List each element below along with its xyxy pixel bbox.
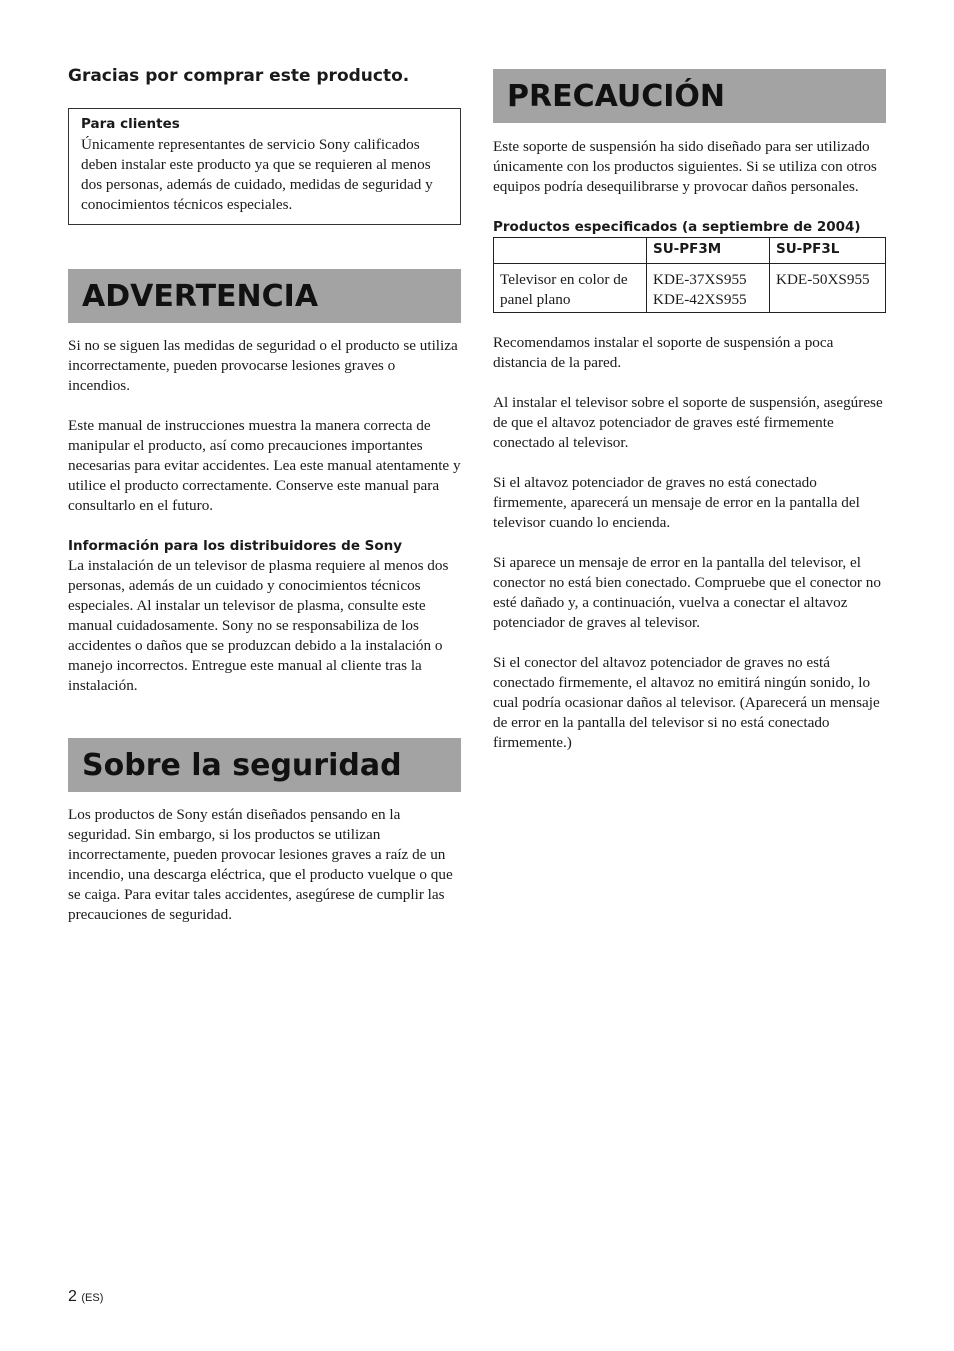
precaucion-paragraph-2: Recomendamos instalar el soporte de suspensión a poca distancia de la pared.	[493, 334, 834, 371]
table-row	[494, 264, 886, 313]
table-header-empty	[494, 238, 647, 264]
advertencia-heading: ADVERTENCIA	[82, 278, 319, 314]
table-cell-su-pf3m	[647, 264, 770, 313]
advertencia-banner	[68, 269, 461, 323]
seguridad-banner	[68, 738, 461, 792]
precaucion-paragraph-4: Si el altavoz potenciador de graves no está conectado firmemente, aparecerá un mensaje de error en la pantalla del televisor cuando lo encienda.	[493, 474, 860, 531]
distributor-info-text: La instalación de un televisor de plasma requiere al menos dos personas, además de un cuidado y conocimientos técnicos especiales. Al instalar un televisor de plasma, consulte este manual cuidadosamente. Sony no se responsabiliza de los accidentes o daños que se produzcan debido a la instalación o manejo incorrectos. Entregue este manual al cliente tras la instalación.	[68, 557, 449, 694]
advertencia-paragraph-1: Si no se siguen las medidas de seguridad o el producto se utiliza incorrectamente, pueden provocarse lesiones graves o incendios.	[68, 337, 458, 394]
precaucion-paragraph-6: Si el conector del altavoz potenciador de graves no está conectado firmemente, el altavoz no emitirá ningún sonido, lo cual podría ocasionar daños al televisor. (Aparecerá un mensaje de error en la pantalla del televisor si no está conectado firmemente.)	[493, 654, 880, 751]
table-header-su-pf3l: SU-PF3L	[770, 238, 886, 264]
left-column	[68, 64, 461, 945]
precaucion-heading: PRECAUCIÓN	[507, 78, 726, 114]
seguridad-heading: Sobre la seguridad	[82, 747, 402, 783]
page-number-value: 2	[68, 1288, 77, 1305]
table-header-row	[494, 238, 886, 264]
page-language: (ES)	[81, 1292, 104, 1304]
table-cell-su-pf3l: KDE-50XS955	[770, 264, 886, 313]
precaucion-paragraph-3: Al instalar el televisor sobre el soporte de suspensión, asegúrese de que el altavoz potenciador de graves esté firmemente conectado al televisor.	[493, 394, 883, 451]
distributor-info-title: Información para los distribuidores de Sony	[68, 538, 403, 554]
product-table	[493, 237, 886, 313]
intro-title: Gracias por comprar este producto.	[68, 66, 410, 86]
customer-notice-title: Para clientes	[81, 116, 180, 132]
customer-notice-text: Únicamente representantes de servicio Sony calificados deben instalar este producto ya que se requieren al menos dos personas, además de cuidado, medidas de seguridad y conocimientos técnicos especiales.	[81, 136, 433, 213]
model-kde-42: KDE-42XS955	[653, 291, 747, 308]
precaucion-banner	[493, 69, 886, 123]
product-table-title: Productos especificados (a septiembre de 2004)	[493, 219, 861, 235]
model-kde-37: KDE-37XS955	[653, 271, 747, 288]
precaucion-paragraph-5: Si aparece un mensaje de error en la pantalla del televisor, el conector no está bien conectado. Compruebe que el conector no esté dañado y, a continuación, vuelva a conectar el altavoz potenciador de graves al televisor.	[493, 554, 881, 631]
page-number	[68, 1288, 103, 1306]
right-column	[493, 69, 886, 773]
seguridad-paragraph: Los productos de Sony están diseñados pensando en la seguridad. Sin embargo, si los productos se utilizan incorrectamente, pueden provocar lesiones graves a raíz de un incendio, una descarga eléctrica, que el producto vuelque o que se caiga. Para evitar tales accidentes, asegúrese de cumplir las precauciones de seguridad.	[68, 806, 453, 923]
precaucion-paragraph-1: Este soporte de suspensión ha sido diseñado para ser utilizado únicamente con los productos siguientes. Si se utiliza con otros equipos podría desequilibrarse y provocar daños personales.	[493, 138, 877, 195]
advertencia-paragraph-2: Este manual de instrucciones muestra la manera correcta de manipular el producto, así como precauciones importantes necesarias para evitar accidentes. Lea este manual atentamente y utilice el producto correctamente. Conserve este manual para consultarlo en el futuro.	[68, 417, 461, 514]
customer-notice-box	[68, 108, 461, 225]
table-row-label: Televisor en color de panel plano	[494, 264, 647, 313]
table-header-su-pf3m: SU-PF3M	[647, 238, 770, 264]
